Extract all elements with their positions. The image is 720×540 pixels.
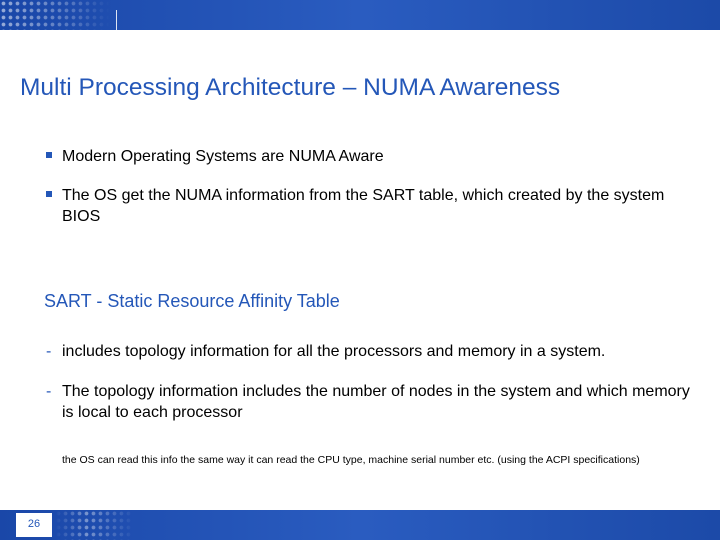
bullet-list (44, 146, 684, 245)
dot-pattern-decoration (0, 0, 110, 30)
dash-item-text: includes topology information for all the processors and memory in a system. (62, 343, 606, 360)
square-bullet-icon (46, 152, 52, 158)
square-bullet-icon (46, 191, 52, 197)
dash-item (44, 381, 694, 423)
dash-item (44, 341, 694, 362)
dash-list (44, 341, 694, 442)
bullet-item (44, 185, 684, 227)
bullet-text: Modern Operating Systems are NUMA Aware (62, 148, 384, 165)
bullet-text: The OS get the NUMA information from the SART table, which created by the system BIOS (62, 187, 665, 225)
section-heading: SART - Static Resource Affinity Table (44, 291, 340, 311)
page-number: 26 (27, 518, 41, 530)
dot-pattern-decoration (55, 510, 135, 540)
top-banner (0, 0, 720, 30)
page-number-box (16, 513, 52, 537)
dash-item-text: The topology information includes the number of nodes in the system and which memory is local to each processor (62, 383, 690, 421)
footnote: the OS can read this info the same way it can read the CPU type, machine serial number etc. (using the ACPI specifications) (62, 454, 640, 466)
dash-bullet: - (46, 343, 52, 360)
bullet-item (44, 146, 684, 167)
banner-divider (116, 10, 117, 30)
bottom-banner (0, 510, 720, 540)
dash-bullet: - (46, 383, 52, 400)
slide-title: Multi Processing Architecture – NUMA Awareness (20, 74, 561, 101)
